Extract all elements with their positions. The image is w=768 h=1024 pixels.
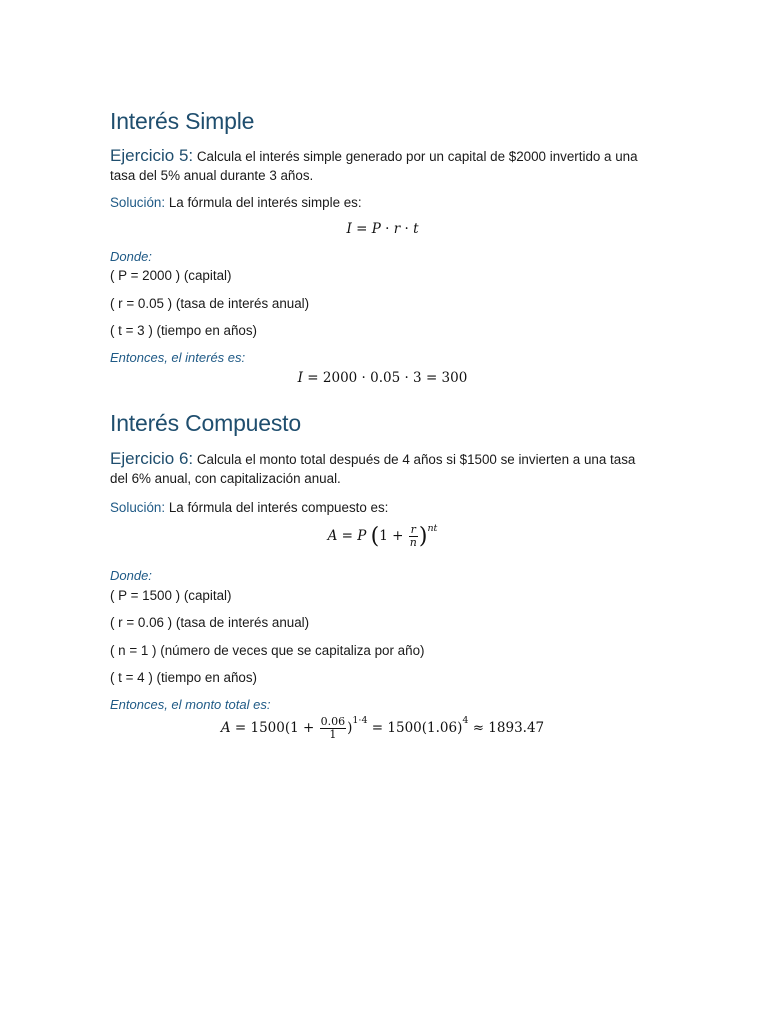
heading-interes-compuesto: Interés Compuesto: [110, 410, 301, 436]
formula-simple-interest: I = P · r · t: [346, 221, 419, 237]
entonces-simple: Entonces, el interés es:: [110, 350, 246, 365]
formula-simple-t: t: [413, 221, 419, 237]
var-compound-r: ( r = 0.06 ) (tasa de interés anual): [110, 615, 310, 630]
formula-compound-lhs: A: [327, 528, 338, 544]
exercise-5-paragraph: [110, 146, 655, 185]
formula-compound-p: P: [357, 528, 367, 544]
exercise-5-label: Ejercicio 5:: [110, 146, 194, 165]
var-compound-n: ( n = 1 ) (número de veces que se capitaliza por año): [110, 643, 425, 658]
result-fraction-num: 0.06: [320, 715, 346, 728]
formula-open-paren: (: [370, 524, 380, 549]
solution-simple-paragraph: [110, 193, 655, 212]
formula-compound-r: r: [410, 523, 416, 536]
result-simple-lhs: I: [297, 370, 303, 386]
result-close-paren: ): [347, 720, 353, 736]
donde-simple: Donde:: [110, 249, 152, 264]
formula-compound-interest: A = P (1 + $\frac{r}{n}$ )$^{nt}$: [327, 522, 438, 549]
result-compound-interest: [110, 716, 655, 741]
exercise-6-paragraph: [110, 449, 655, 488]
exercise-6-text: Calcula el monto total después de 4 años si $1500 se invierten a una tasa del 6% anual, con capitalización anual.: [110, 452, 636, 486]
solution-compound-paragraph: [110, 498, 655, 517]
formula-close-paren: ): [418, 524, 428, 549]
var-simple-p: ( P = 2000 ) (capital): [110, 268, 232, 283]
solution-simple-text: La fórmula del interés simple es:: [168, 195, 362, 210]
result-fraction-den: 1: [320, 728, 347, 741]
formula-simple-p: P: [371, 221, 381, 237]
exercise-5-text: Calcula el interés simple generado por un capital de $2000 invertido a una tasa del 5% anual durante 3 años.: [110, 149, 638, 183]
formula-compound-n: n: [409, 536, 417, 549]
result-fraction: [320, 716, 347, 741]
solution-simple-label: Solución:: [110, 195, 166, 210]
result-compound-part3: ≈ 1893.47: [472, 720, 545, 736]
exercise-6-label: Ejercicio 6:: [110, 449, 194, 468]
donde-compound: Donde:: [110, 568, 152, 583]
entonces-compound: Entonces, el monto total es:: [110, 697, 271, 712]
var-simple-t: ( t = 3 ) (tiempo en años): [110, 323, 257, 338]
var-simple-r: ( r = 0.05 ) (tasa de interés anual): [110, 296, 310, 311]
formula-simple-lhs: I: [346, 221, 352, 237]
solution-compound-label: Solución:: [110, 500, 166, 515]
formula-simple-r: r: [393, 221, 401, 237]
result-simple-interest: [110, 370, 655, 386]
formula-compound-one: 1 +: [379, 528, 404, 544]
result-compound-lhs: A: [220, 720, 231, 736]
result-simple-expr: = 2000 · 0.05 · 3 = 300: [307, 370, 468, 386]
result-exponent-1: 1·4: [352, 714, 368, 726]
heading-interes-simple: Interés Simple: [110, 108, 255, 134]
formula-fraction-r-over-n: [409, 524, 418, 549]
formula-compound-exponent: nt: [427, 522, 438, 534]
result-compound-part1: = 1500(1 +: [234, 720, 315, 736]
var-compound-t: ( t = 4 ) (tiempo en años): [110, 670, 257, 685]
solution-compound-text: La fórmula del interés compuesto es:: [168, 500, 389, 515]
result-compound-part2: = 1500(1.06): [371, 720, 463, 736]
var-compound-p: ( P = 1500 ) (capital): [110, 588, 232, 603]
result-exponent-2: 4: [462, 714, 469, 726]
